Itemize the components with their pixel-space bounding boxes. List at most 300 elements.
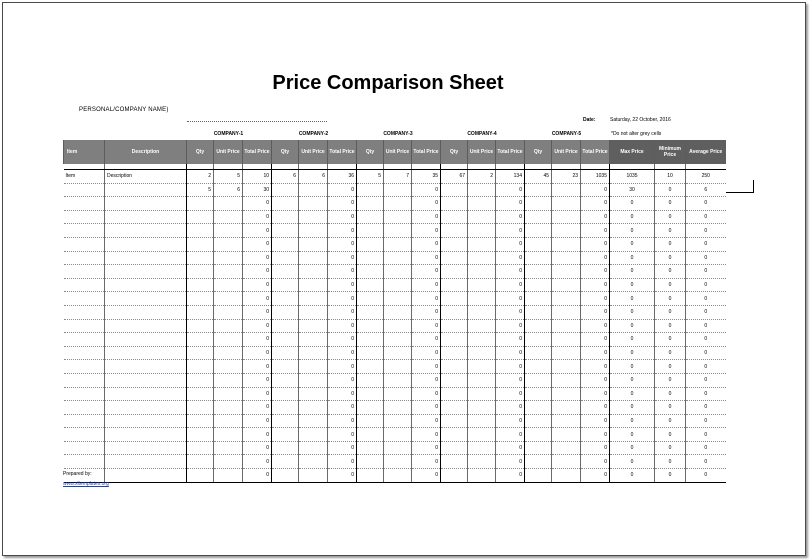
table-cell[interactable] (299, 387, 328, 401)
table-cell[interactable] (357, 251, 384, 265)
table-cell[interactable]: 0 (328, 210, 357, 224)
table-cell[interactable] (552, 455, 581, 469)
table-cell[interactable] (525, 292, 552, 306)
table-cell[interactable]: 0 (655, 237, 686, 251)
table-cell[interactable]: 0 (581, 414, 610, 428)
table-cell[interactable] (552, 414, 581, 428)
table-cell[interactable] (525, 373, 552, 387)
table-cell[interactable]: 35 (412, 170, 441, 184)
table-cell[interactable]: 0 (328, 360, 357, 374)
table-cell[interactable]: 0 (581, 387, 610, 401)
table-cell[interactable]: 0 (496, 237, 525, 251)
table-cell[interactable] (552, 292, 581, 306)
table-cell[interactable] (525, 387, 552, 401)
table-cell[interactable] (272, 441, 299, 455)
table-cell[interactable] (552, 210, 581, 224)
table-cell[interactable]: 30 (610, 183, 655, 197)
table-cell[interactable]: 0 (412, 183, 441, 197)
table-cell[interactable] (357, 319, 384, 333)
table-cell[interactable] (552, 319, 581, 333)
table-cell[interactable]: 0 (610, 373, 655, 387)
table-cell[interactable] (468, 360, 496, 374)
table-cell[interactable]: 0 (243, 387, 272, 401)
table-cell[interactable]: 0 (412, 333, 441, 347)
table-cell[interactable] (299, 455, 328, 469)
table-cell[interactable]: 0 (610, 210, 655, 224)
table-cell[interactable] (552, 387, 581, 401)
table-cell[interactable]: 0 (655, 428, 686, 442)
table-cell[interactable]: 0 (686, 237, 726, 251)
table-cell[interactable] (105, 469, 187, 483)
table-cell[interactable] (384, 183, 412, 197)
table-cell[interactable]: 0 (412, 305, 441, 319)
table-cell[interactable] (214, 292, 243, 306)
table-cell[interactable] (187, 373, 214, 387)
table-cell[interactable]: 0 (412, 319, 441, 333)
table-cell[interactable] (468, 265, 496, 279)
table-cell[interactable] (441, 210, 468, 224)
table-cell[interactable]: 0 (328, 265, 357, 279)
table-cell[interactable]: 0 (610, 360, 655, 374)
table-cell[interactable] (272, 251, 299, 265)
table-cell[interactable] (64, 224, 105, 238)
table-cell[interactable] (441, 387, 468, 401)
table-cell[interactable]: 0 (412, 251, 441, 265)
table-cell[interactable] (468, 401, 496, 415)
table-cell[interactable] (187, 292, 214, 306)
table-cell[interactable] (357, 469, 384, 483)
table-cell[interactable] (441, 414, 468, 428)
table-cell[interactable] (299, 197, 328, 211)
table-cell[interactable] (64, 197, 105, 211)
table-cell[interactable] (468, 373, 496, 387)
table-cell[interactable] (525, 183, 552, 197)
table-cell[interactable] (468, 197, 496, 211)
table-cell[interactable] (552, 333, 581, 347)
table-cell[interactable] (214, 319, 243, 333)
table-cell[interactable] (64, 346, 105, 360)
table-cell[interactable] (105, 197, 187, 211)
table-cell[interactable] (441, 237, 468, 251)
table-cell[interactable]: 0 (243, 360, 272, 374)
table-cell[interactable]: 45 (525, 170, 552, 184)
table-cell[interactable] (357, 305, 384, 319)
table-cell[interactable]: 0 (496, 441, 525, 455)
table-cell[interactable] (384, 237, 412, 251)
table-cell[interactable] (441, 469, 468, 483)
table-cell[interactable] (214, 441, 243, 455)
table-cell[interactable] (468, 455, 496, 469)
table-cell[interactable]: 0 (243, 401, 272, 415)
table-cell[interactable] (525, 428, 552, 442)
table-cell[interactable] (105, 265, 187, 279)
table-cell[interactable] (105, 292, 187, 306)
table-cell[interactable] (272, 183, 299, 197)
table-cell[interactable] (441, 197, 468, 211)
table-cell[interactable]: 0 (581, 305, 610, 319)
table-cell[interactable] (64, 210, 105, 224)
table-cell[interactable] (187, 414, 214, 428)
table-cell[interactable] (272, 333, 299, 347)
table-cell[interactable] (357, 237, 384, 251)
table-cell[interactable]: 10 (243, 170, 272, 184)
table-cell[interactable] (468, 251, 496, 265)
table-cell[interactable] (64, 333, 105, 347)
table-cell[interactable]: 0 (655, 292, 686, 306)
table-cell[interactable]: 0 (655, 414, 686, 428)
table-cell[interactable] (357, 210, 384, 224)
table-cell[interactable]: 0 (328, 346, 357, 360)
table-cell[interactable]: 0 (581, 428, 610, 442)
table-cell[interactable] (552, 305, 581, 319)
table-cell[interactable] (64, 455, 105, 469)
table-cell[interactable] (299, 305, 328, 319)
table-cell[interactable] (441, 319, 468, 333)
table-cell[interactable] (299, 224, 328, 238)
table-cell[interactable] (272, 319, 299, 333)
table-cell[interactable]: 0 (243, 346, 272, 360)
table-cell[interactable]: 0 (655, 401, 686, 415)
table-cell[interactable] (384, 387, 412, 401)
table-cell[interactable] (525, 319, 552, 333)
table-cell[interactable]: 0 (686, 333, 726, 347)
table-cell[interactable] (384, 441, 412, 455)
table-cell[interactable]: 0 (496, 455, 525, 469)
table-cell[interactable]: 0 (686, 210, 726, 224)
table-cell[interactable] (105, 346, 187, 360)
table-cell[interactable] (357, 387, 384, 401)
table-cell[interactable] (384, 224, 412, 238)
table-cell[interactable] (525, 251, 552, 265)
table-cell[interactable] (272, 224, 299, 238)
table-cell[interactable] (272, 292, 299, 306)
table-cell[interactable] (525, 333, 552, 347)
table-cell[interactable] (299, 360, 328, 374)
table-cell[interactable]: 0 (655, 360, 686, 374)
table-cell[interactable] (299, 278, 328, 292)
table-cell[interactable]: 0 (581, 265, 610, 279)
table-cell[interactable]: 23 (552, 170, 581, 184)
table-cell[interactable] (272, 265, 299, 279)
table-cell[interactable] (272, 401, 299, 415)
table-cell[interactable] (441, 305, 468, 319)
table-cell[interactable]: 0 (610, 278, 655, 292)
table-cell[interactable] (357, 265, 384, 279)
table-cell[interactable] (299, 292, 328, 306)
table-cell[interactable]: 0 (496, 373, 525, 387)
table-cell[interactable] (384, 333, 412, 347)
table-cell[interactable]: 0 (686, 360, 726, 374)
table-cell[interactable]: 0 (412, 441, 441, 455)
table-cell[interactable] (357, 278, 384, 292)
table-cell[interactable]: 0 (686, 278, 726, 292)
table-cell[interactable]: 0 (496, 265, 525, 279)
table-cell[interactable] (525, 414, 552, 428)
table-cell[interactable] (441, 373, 468, 387)
table-cell[interactable] (468, 428, 496, 442)
table-cell[interactable]: 0 (496, 319, 525, 333)
table-cell[interactable]: 0 (328, 373, 357, 387)
table-cell[interactable] (187, 237, 214, 251)
table-cell[interactable] (525, 455, 552, 469)
table-cell[interactable] (384, 210, 412, 224)
table-cell[interactable] (357, 401, 384, 415)
table-cell[interactable] (441, 428, 468, 442)
table-cell[interactable] (357, 428, 384, 442)
table-cell[interactable]: 0 (496, 414, 525, 428)
table-cell[interactable] (468, 387, 496, 401)
table-cell[interactable] (357, 346, 384, 360)
table-cell[interactable]: 0 (655, 265, 686, 279)
table-cell[interactable]: 0 (496, 401, 525, 415)
table-cell[interactable]: 0 (686, 197, 726, 211)
table-cell[interactable] (384, 278, 412, 292)
table-cell[interactable]: 0 (496, 428, 525, 442)
table-cell[interactable] (105, 224, 187, 238)
table-cell[interactable] (187, 441, 214, 455)
table-cell[interactable] (214, 305, 243, 319)
table-cell[interactable]: 0 (655, 251, 686, 265)
table-cell[interactable]: 0 (412, 373, 441, 387)
table-cell[interactable] (384, 414, 412, 428)
table-cell[interactable] (214, 197, 243, 211)
table-cell[interactable]: 0 (412, 469, 441, 483)
table-cell[interactable] (384, 401, 412, 415)
table-cell[interactable] (214, 346, 243, 360)
table-cell[interactable] (105, 319, 187, 333)
table-cell[interactable] (272, 346, 299, 360)
table-cell[interactable] (441, 278, 468, 292)
table-cell[interactable] (357, 414, 384, 428)
table-cell[interactable]: 0 (328, 414, 357, 428)
table-cell[interactable] (357, 183, 384, 197)
table-cell[interactable] (441, 183, 468, 197)
table-cell[interactable]: 6 (214, 183, 243, 197)
table-cell[interactable]: 0 (328, 251, 357, 265)
table-cell[interactable]: 5 (357, 170, 384, 184)
table-cell[interactable]: 0 (328, 441, 357, 455)
table-cell[interactable] (214, 469, 243, 483)
table-cell[interactable] (214, 333, 243, 347)
table-cell[interactable] (299, 333, 328, 347)
table-cell[interactable]: 2 (187, 170, 214, 184)
table-cell[interactable] (299, 346, 328, 360)
table-cell[interactable]: 0 (610, 237, 655, 251)
table-cell[interactable]: 0 (496, 251, 525, 265)
table-cell[interactable]: 0 (243, 197, 272, 211)
table-cell[interactable] (214, 455, 243, 469)
table-cell[interactable]: 0 (686, 292, 726, 306)
table-cell[interactable] (357, 292, 384, 306)
table-cell[interactable] (357, 441, 384, 455)
table-cell[interactable]: 0 (496, 469, 525, 483)
table-cell[interactable] (441, 401, 468, 415)
table-cell[interactable]: 0 (655, 278, 686, 292)
table-cell[interactable] (187, 346, 214, 360)
website-link[interactable]: www.xltemplates.org (63, 481, 109, 487)
table-cell[interactable] (468, 278, 496, 292)
table-cell[interactable]: 0 (243, 319, 272, 333)
table-cell[interactable] (187, 428, 214, 442)
table-cell[interactable]: 0 (655, 197, 686, 211)
table-cell[interactable]: 0 (686, 455, 726, 469)
table-cell[interactable]: 0 (412, 360, 441, 374)
table-cell[interactable] (214, 428, 243, 442)
table-cell[interactable]: 10 (655, 170, 686, 184)
table-cell[interactable]: 0 (412, 346, 441, 360)
table-cell[interactable]: 0 (412, 292, 441, 306)
table-cell[interactable] (272, 373, 299, 387)
table-cell[interactable]: 0 (655, 387, 686, 401)
table-cell[interactable]: 0 (412, 455, 441, 469)
table-cell[interactable] (552, 401, 581, 415)
table-cell[interactable] (299, 237, 328, 251)
table-cell[interactable] (64, 360, 105, 374)
table-cell[interactable] (214, 360, 243, 374)
table-cell[interactable] (64, 265, 105, 279)
table-cell[interactable] (384, 428, 412, 442)
table-cell[interactable] (357, 373, 384, 387)
table-cell[interactable] (299, 319, 328, 333)
table-cell[interactable] (214, 373, 243, 387)
table-cell[interactable] (525, 197, 552, 211)
table-cell[interactable]: 0 (496, 360, 525, 374)
table-cell[interactable] (272, 210, 299, 224)
table-cell[interactable]: 0 (412, 210, 441, 224)
table-cell[interactable] (214, 387, 243, 401)
table-cell[interactable]: 0 (581, 292, 610, 306)
table-cell[interactable]: 7 (384, 170, 412, 184)
table-cell[interactable] (441, 346, 468, 360)
table-cell[interactable] (552, 469, 581, 483)
table-cell[interactable] (214, 237, 243, 251)
table-cell[interactable] (384, 251, 412, 265)
table-cell[interactable] (441, 292, 468, 306)
table-cell[interactable]: 6 (272, 170, 299, 184)
table-cell[interactable] (299, 428, 328, 442)
table-cell[interactable]: 0 (610, 251, 655, 265)
table-cell[interactable]: 0 (610, 346, 655, 360)
table-cell[interactable] (441, 265, 468, 279)
table-cell[interactable]: 0 (655, 333, 686, 347)
table-cell[interactable] (552, 237, 581, 251)
table-cell[interactable]: 0 (686, 428, 726, 442)
table-cell[interactable]: 0 (610, 305, 655, 319)
table-cell[interactable]: 0 (243, 265, 272, 279)
table-cell[interactable] (64, 441, 105, 455)
table-cell[interactable] (187, 197, 214, 211)
table-cell[interactable] (384, 197, 412, 211)
table-cell[interactable]: 0 (686, 401, 726, 415)
table-cell[interactable] (525, 224, 552, 238)
table-cell[interactable]: 0 (581, 210, 610, 224)
table-cell[interactable] (468, 210, 496, 224)
table-cell[interactable] (552, 265, 581, 279)
table-cell[interactable] (214, 414, 243, 428)
table-cell[interactable] (187, 401, 214, 415)
table-cell[interactable]: 0 (243, 251, 272, 265)
table-cell[interactable]: 0 (610, 292, 655, 306)
table-cell[interactable]: 0 (243, 428, 272, 442)
table-cell[interactable] (384, 455, 412, 469)
table-cell[interactable]: 134 (496, 170, 525, 184)
table-cell[interactable] (468, 469, 496, 483)
table-cell[interactable] (187, 224, 214, 238)
table-cell[interactable]: 0 (581, 197, 610, 211)
table-cell[interactable] (272, 387, 299, 401)
table-cell[interactable] (64, 387, 105, 401)
table-cell[interactable] (525, 210, 552, 224)
table-cell[interactable] (64, 401, 105, 415)
table-cell[interactable] (105, 183, 187, 197)
table-cell[interactable]: 0 (610, 197, 655, 211)
table-cell[interactable] (525, 401, 552, 415)
table-cell[interactable]: 0 (686, 346, 726, 360)
table-cell[interactable] (299, 373, 328, 387)
table-cell[interactable]: 0 (243, 305, 272, 319)
table-cell[interactable]: 1035 (581, 170, 610, 184)
table-cell[interactable]: 0 (496, 387, 525, 401)
table-cell[interactable] (272, 360, 299, 374)
table-cell[interactable]: 0 (686, 305, 726, 319)
table-cell[interactable]: 0 (243, 333, 272, 347)
table-cell[interactable]: 0 (328, 197, 357, 211)
table-cell[interactable]: Item (64, 170, 105, 184)
table-cell[interactable]: 0 (581, 346, 610, 360)
table-cell[interactable] (299, 441, 328, 455)
table-cell[interactable] (187, 387, 214, 401)
table-cell[interactable] (552, 251, 581, 265)
table-cell[interactable] (64, 292, 105, 306)
table-cell[interactable] (441, 251, 468, 265)
table-cell[interactable] (64, 428, 105, 442)
table-cell[interactable] (105, 373, 187, 387)
table-cell[interactable]: 0 (581, 469, 610, 483)
table-cell[interactable] (105, 333, 187, 347)
table-cell[interactable]: 0 (686, 224, 726, 238)
table-cell[interactable] (441, 455, 468, 469)
table-cell[interactable] (64, 237, 105, 251)
table-cell[interactable]: 0 (328, 455, 357, 469)
table-cell[interactable]: 0 (412, 265, 441, 279)
table-cell[interactable] (105, 210, 187, 224)
table-cell[interactable]: 0 (581, 183, 610, 197)
table-cell[interactable] (214, 278, 243, 292)
table-cell[interactable]: 0 (328, 278, 357, 292)
table-cell[interactable]: 0 (655, 346, 686, 360)
table-cell[interactable]: 0 (496, 183, 525, 197)
table-cell[interactable] (105, 237, 187, 251)
table-cell[interactable]: 0 (243, 441, 272, 455)
table-cell[interactable]: 0 (610, 319, 655, 333)
table-cell[interactable] (272, 414, 299, 428)
table-cell[interactable]: 0 (496, 224, 525, 238)
table-cell[interactable] (468, 237, 496, 251)
table-cell[interactable] (64, 319, 105, 333)
table-cell[interactable]: 0 (496, 210, 525, 224)
table-cell[interactable] (552, 197, 581, 211)
table-cell[interactable]: 0 (581, 251, 610, 265)
table-cell[interactable] (468, 305, 496, 319)
table-cell[interactable] (64, 373, 105, 387)
table-cell[interactable]: 0 (686, 319, 726, 333)
table-cell[interactable]: 0 (655, 373, 686, 387)
table-cell[interactable] (357, 197, 384, 211)
table-cell[interactable] (272, 305, 299, 319)
table-cell[interactable]: 67 (441, 170, 468, 184)
table-cell[interactable]: 0 (610, 387, 655, 401)
table-cell[interactable]: 0 (581, 441, 610, 455)
